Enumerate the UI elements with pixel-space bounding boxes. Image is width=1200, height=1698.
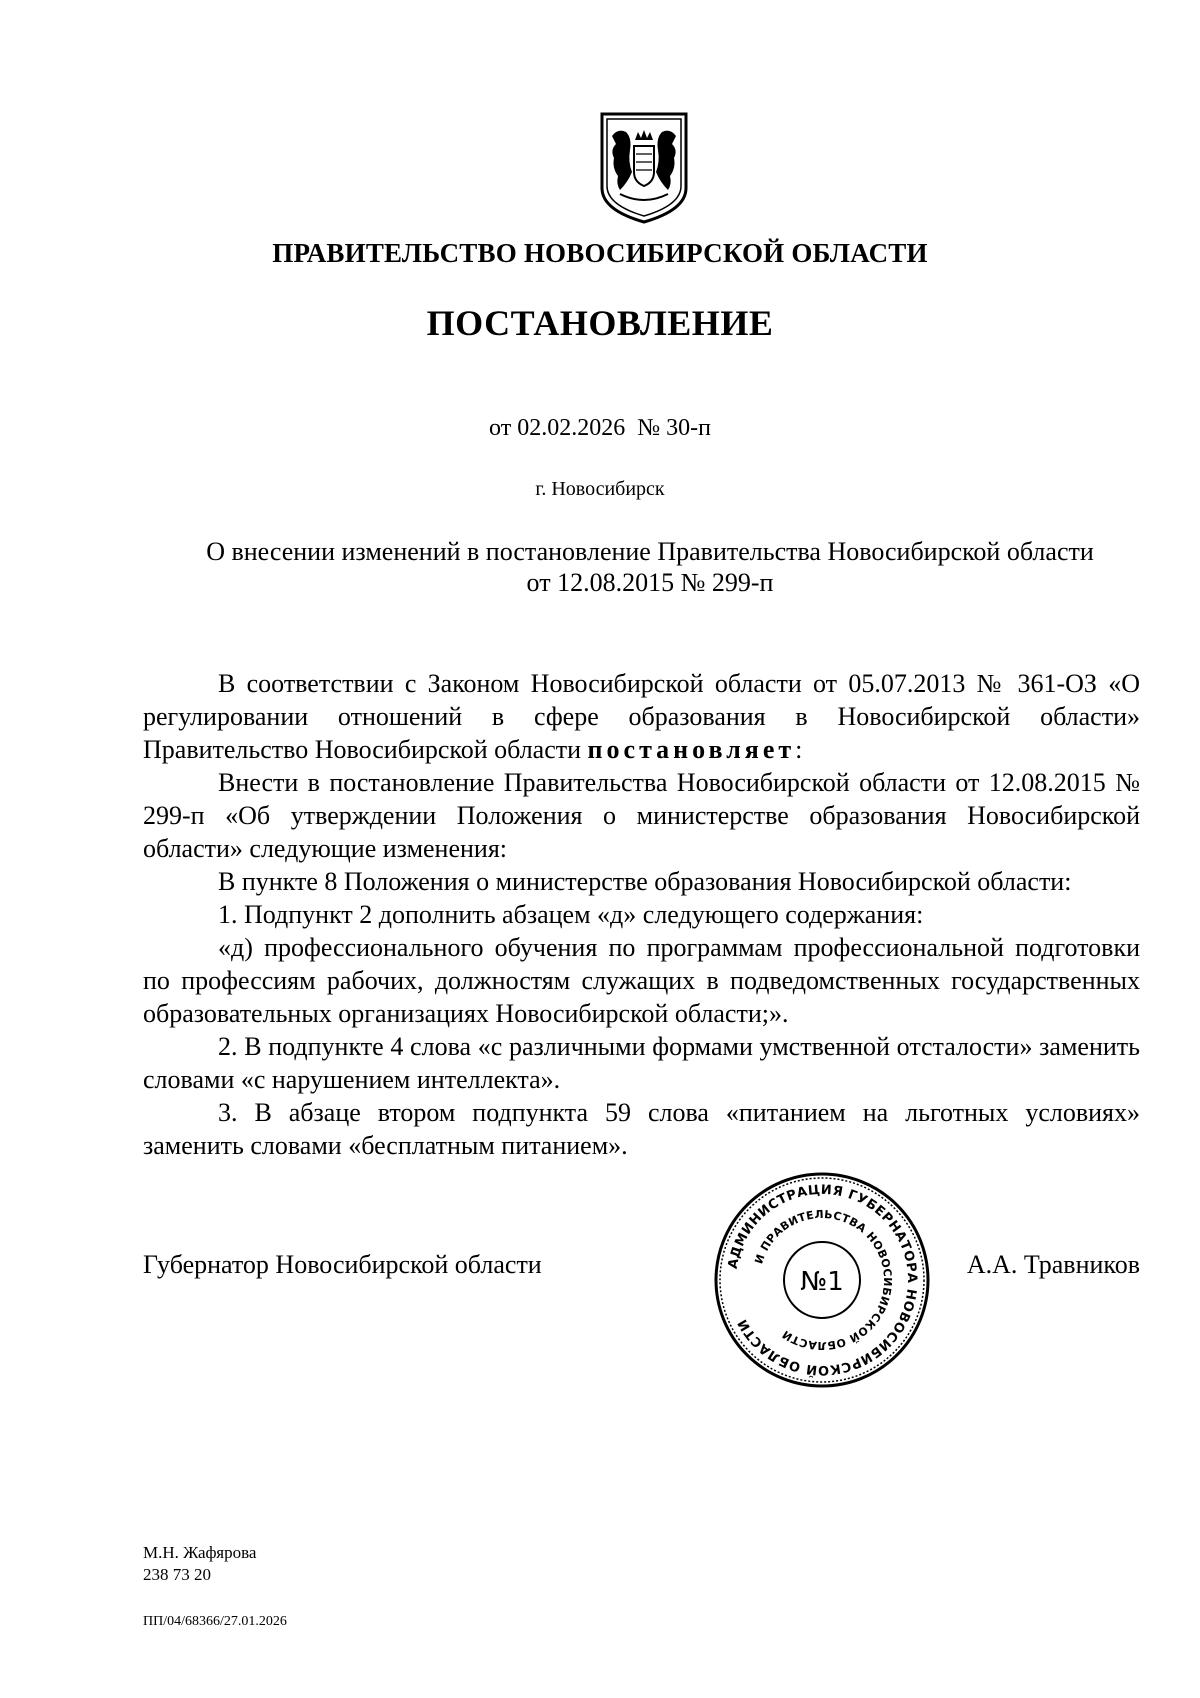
organization-title: ПРАВИТЕЛЬСТВО НОВОСИБИРСКОЙ ОБЛАСТИ (272, 238, 928, 268)
document-body (143, 667, 1140, 1162)
preamble-text: В соответствии с Законом Новосибирской области от 05.07.2013 № 361-ОЗ «О регулировании отношений в сфере образования в Новосибирской области» Правительство Новосибирской области (143, 669, 1140, 764)
seal-outer-text: АДМИНИСТРАЦИЯ ГУБЕРНАТОРА НОВОСИБИРСКОЙ ОБЛАСТИ (725, 1182, 920, 1378)
executor-info (143, 1542, 256, 1586)
official-seal-icon (712, 1170, 932, 1390)
document-type-title: ПОСТАНОВЛЕНИЕ (426, 303, 774, 343)
seal-inner-text: И ПРАВИТЕЛЬСТВА НОВОСИБИРСКОЙ ОБЛАСТИ (752, 1207, 895, 1353)
document-date-number: от 02.02.2026 № 30-п (489, 415, 711, 441)
body-paragraph-preamble (143, 667, 1140, 766)
subject-line-2: от 12.08.2015 № 299-п (526, 568, 774, 597)
executor-name: М.Н. Жафярова (143, 1543, 257, 1562)
seal-number: №1 (800, 1267, 844, 1297)
document-subject (160, 536, 1140, 598)
body-paragraph-amend: Внести в постановление Правительства Новосибирской области от 12.08.2015 № 299-п «Об утверждении Положения о министерстве образования Новосибирской области» следующие изменения: (143, 768, 1140, 863)
registration-code: ПП/04/68366/27.01.2026 (143, 1614, 287, 1629)
subject-line-1: О внесении изменений в постановление Правительства Новосибирской области (206, 537, 1094, 566)
body-paragraph-point8: В пункте 8 Положения о министерстве образования Новосибирской области: (218, 867, 1072, 896)
signatory-title: Губернатор Новосибирской области (143, 1250, 542, 1279)
preamble-tail: : (795, 735, 803, 764)
document-city: г. Новосибирск (535, 478, 665, 500)
body-paragraph-item2: 2. В подпункте 4 слова «с различными формами умственной отсталости» заменить словами «с нарушением интеллекта». (143, 1032, 1140, 1094)
body-paragraph-item1: 1. Подпункт 2 дополнить абзацем «д» следующего содержания: (218, 900, 924, 929)
body-paragraph-item3: 3. В абзаце втором подпункта 59 слова «питанием на льготных условиях» заменить словами «бесплатным питанием». (143, 1098, 1140, 1160)
signatory-name: А.А. Травников (966, 1250, 1140, 1279)
resolves-word: постановляет (587, 735, 796, 764)
body-paragraph-item1-text: «д) профессионального обучения по программам профессиональной подготовки по профессиям рабочих, должностям служащих в подведомственных государственных образовательных организациях Новосибирской области;». (143, 933, 1140, 1028)
novosibirsk-coat-of-arms-icon (598, 110, 690, 225)
executor-phone: 238 73 20 (143, 1565, 211, 1584)
